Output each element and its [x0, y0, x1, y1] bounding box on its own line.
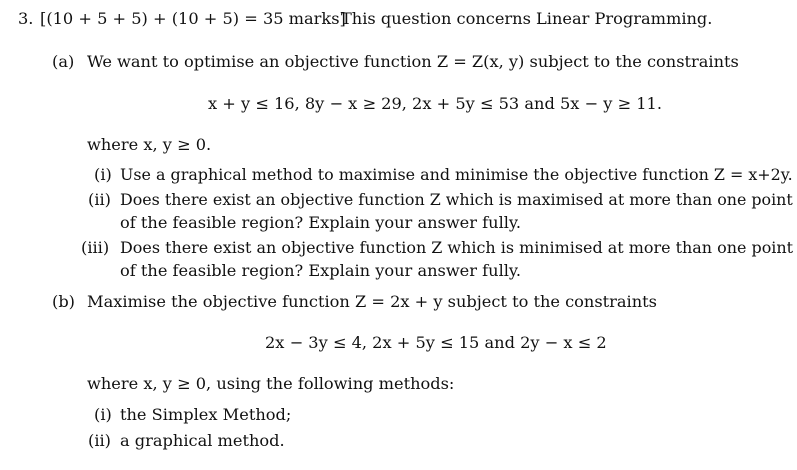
part-b-where: where x, y ≥ 0, using the following methods: — [87, 374, 455, 393]
part-b-item-ii-label: (ii) — [88, 431, 111, 450]
part-a-item-ii-text-2: of the feasible region? Explain your answer fully. — [120, 213, 522, 232]
part-b-label: (b) — [52, 292, 75, 311]
part-a-text: We want to optimise an objective function Z = Z(x, y) subject to the constraints — [87, 52, 739, 71]
part-a-item-iii-text-1: Does there exist an objective function Z which is minimised at more than one point — [120, 238, 794, 257]
part-b-item-i-text: the Simplex Method; — [120, 405, 292, 424]
part-a-label: (a) — [52, 52, 75, 71]
part-a-item-ii-label: (ii) — [88, 190, 111, 209]
part-b-item-ii-text: a graphical method. — [120, 431, 285, 450]
part-b-text: Maximise the objective function Z = 2x + y subject to the constraints — [87, 292, 657, 311]
part-a-item-ii-text-1: Does there exist an objective function Z which is maximised at more than one point — [120, 190, 793, 209]
question-number: 3. — [18, 9, 34, 28]
question-intro: This question concerns Linear Programming. — [341, 9, 713, 28]
question-marks: [(10 + 5 + 5) + (10 + 5) = 35 marks] — [40, 9, 346, 28]
part-b-constraints: 2x − 3y ≤ 4, 2x + 5y ≤ 15 and 2y − x ≤ 2 — [265, 333, 607, 352]
part-a-where: where x, y ≥ 0. — [87, 135, 212, 154]
part-a-item-i-label: (i) — [94, 165, 112, 184]
part-b-item-i-label: (i) — [94, 405, 112, 424]
part-a-item-iii-label: (iii) — [81, 238, 110, 257]
part-a-constraints: x + y ≤ 16, 8y − x ≥ 29, 2x + 5y ≤ 53 and 5x − y ≥ 11. — [208, 94, 662, 113]
part-a-item-i-text: Use a graphical method to maximise and minimise the objective function Z = x+2y. — [120, 165, 793, 184]
part-a-item-iii-text-2: of the feasible region? Explain your answer fully. — [120, 261, 522, 280]
